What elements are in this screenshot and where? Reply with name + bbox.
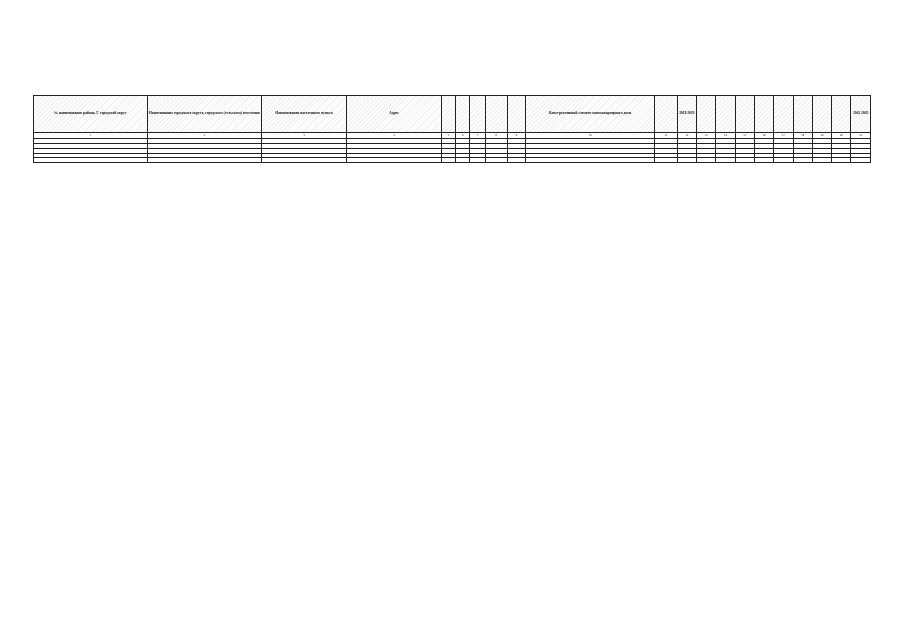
column-number: 5: [441, 133, 455, 139]
column-header: 2041 2043: [851, 96, 871, 133]
table-cell: [507, 158, 525, 163]
table-cell: [832, 158, 851, 163]
table-cell: [441, 158, 455, 163]
column-number: 8: [485, 133, 507, 139]
table-cell: [347, 158, 442, 163]
table-body: [34, 139, 871, 163]
table-cell: [34, 158, 148, 163]
column-header: [793, 96, 812, 133]
column-header: Адрес: [347, 96, 442, 133]
column-header: [696, 96, 715, 133]
table-cell: [735, 158, 754, 163]
column-number: 20: [832, 133, 851, 139]
column-header: № наименование района, Г. городской округ: [34, 96, 148, 133]
table-cell: [261, 158, 346, 163]
column-header: [735, 96, 754, 133]
column-number: 10: [526, 133, 655, 139]
column-header: [754, 96, 773, 133]
table-cell: [716, 158, 735, 163]
table-cell: [456, 158, 470, 163]
column-header: Наименование городского округа, городского (сельского) поселения: [147, 96, 261, 133]
column-header: [832, 96, 851, 133]
column-header: [456, 96, 470, 133]
column-number: 2: [147, 133, 261, 139]
table-header-row: [34, 96, 871, 133]
table-cell: [677, 158, 696, 163]
column-number: 13: [696, 133, 715, 139]
table-cell: [470, 158, 485, 163]
table-cell: [485, 158, 507, 163]
column-number: 6: [456, 133, 470, 139]
column-number: 21: [851, 133, 871, 139]
table-cell: [812, 158, 831, 163]
column-header: [655, 96, 677, 133]
column-header: [485, 96, 507, 133]
column-number: 16: [754, 133, 773, 139]
column-number: 4: [347, 133, 442, 139]
column-header: [507, 96, 525, 133]
column-number: 9: [507, 133, 525, 139]
table-cell: [774, 158, 793, 163]
column-header: 2018 2019: [677, 96, 696, 133]
table-row: [34, 158, 871, 163]
column-number: 14: [716, 133, 735, 139]
column-header: Наименование населенного пункта: [261, 96, 346, 133]
column-number: 18: [793, 133, 812, 139]
column-number: 1: [34, 133, 148, 139]
column-header: [774, 96, 793, 133]
column-number: 15: [735, 133, 754, 139]
column-number: 19: [812, 133, 831, 139]
column-header: Конструктивный элемент многоквартирного дома: [526, 96, 655, 133]
column-header: [441, 96, 455, 133]
table-cell: [754, 158, 773, 163]
column-number: 11: [655, 133, 677, 139]
table-cell: [526, 158, 655, 163]
column-number: 12: [677, 133, 696, 139]
column-header: [812, 96, 831, 133]
column-number: 3: [261, 133, 346, 139]
table-cell: [655, 158, 677, 163]
table-cell: [696, 158, 715, 163]
table-cell: [147, 158, 261, 163]
table-cell: [851, 158, 871, 163]
column-header: [716, 96, 735, 133]
table-cell: [793, 158, 812, 163]
column-number: 17: [774, 133, 793, 139]
data-table: [33, 95, 871, 163]
column-header: [470, 96, 485, 133]
column-number: 7: [470, 133, 485, 139]
